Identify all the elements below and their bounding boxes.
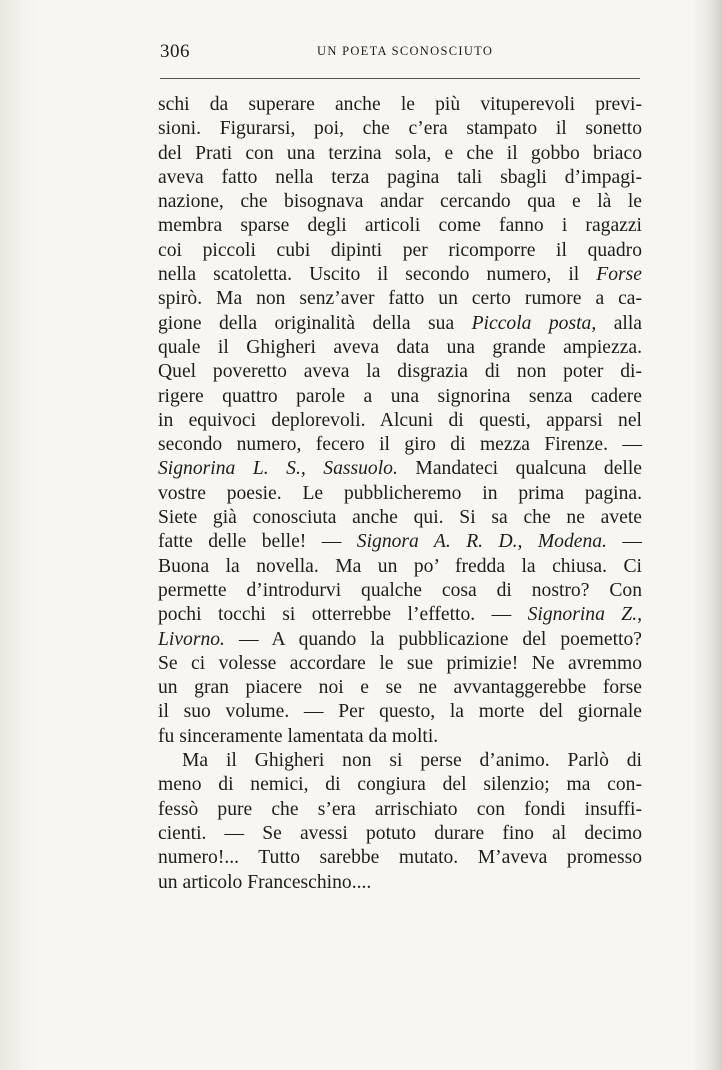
text-line: secondo numero, fecero il giro di mezza Firenze. — (158, 434, 642, 456)
text-line: Se ci volesse accordare le sue primizie! Ne avremmo (158, 652, 642, 674)
text-segment: gione della originalità della sua (158, 312, 472, 334)
text-line (158, 603, 642, 627)
text-line (158, 457, 642, 481)
italic-addressee: Signorina L. S., Sassuolo. (158, 458, 398, 480)
italic-place: Livorno. (158, 628, 225, 650)
page-header (160, 41, 640, 63)
text-line: meno di nemici, di congiura del silenzio; ma con- (158, 774, 642, 796)
text-line (158, 628, 642, 652)
text-line: un articolo Franceschino.... (158, 871, 372, 893)
text-line: numero!... Tutto sarebbe mutato. M’aveva promesso (158, 847, 642, 869)
text-line: cienti. — Se avessi potuto durare fino al decimo (158, 822, 642, 844)
text-line: quale il Ghigheri aveva data una grande ampiezza. (158, 336, 642, 358)
text-line: spirò. Ma non senz’aver fatto un certo rumore a ca- (158, 288, 642, 310)
text-line: vostre poesie. Le pubblicheremo in prima pagina. (158, 482, 642, 504)
text-line: Quel poveretto aveva la disgrazia di non poter di- (158, 361, 642, 383)
text-segment: fatte delle belle! — (158, 531, 357, 553)
text-segment: pochi tocchi si otterrebbe l’effetto. — (158, 604, 528, 626)
text-line: coi piccoli cubi dipinti per ricomporre il quadro (158, 239, 642, 261)
text-line: il suo volume. — Per questo, la morte del giornale (158, 701, 642, 723)
text-line: fessò pure che s’era arrischiato con fondi insuffi- (158, 798, 642, 820)
text-line: sioni. Figurarsi, poi, che c’era stampato il sonetto (158, 118, 642, 140)
text-segment: — A quando la pubblicazione del poemetto? (224, 628, 642, 650)
text-line: Buona la novella. Ma un po’ fredda la chiusa. Ci (158, 555, 642, 577)
text-line: permette d’introdurvi qualche cosa di nostro? Con (158, 579, 642, 601)
text-line: membra sparse degli articoli come fanno i ragazzi (158, 215, 642, 237)
italic-title-forse: Forse (596, 264, 642, 286)
text-line (158, 530, 642, 554)
page-right-edge (692, 0, 722, 1070)
text-line: schi da superare anche le più vituperevoli previ- (158, 94, 642, 115)
text-segment: nella scatoletta. Uscito il secondo numero, il (158, 264, 597, 286)
text-line: fu sinceramente lamentata da molti. (158, 725, 439, 747)
italic-addressee: Signorina Z., (527, 604, 642, 626)
text-line: aveva fatto nella terza pagina tali sbagli d’impagi- (158, 166, 642, 188)
header-rule (160, 78, 640, 79)
text-line: Siete già conosciuta anche qui. Si sa che ne avete (158, 507, 642, 529)
text-line: rigere quattro parole a una signorina senza cadere (158, 385, 642, 407)
page-left-edge (0, 0, 40, 1070)
text-line (158, 263, 642, 287)
page-number: 306 (160, 41, 190, 62)
italic-title-piccola-posta: Piccola posta, (471, 312, 597, 334)
text-segment: — (606, 531, 642, 553)
body-text (158, 93, 642, 895)
text-line: nazione, che bisognava andar cercando qua e là le (158, 191, 642, 213)
text-line: del Prati con una terzina sola, e che il gobbo briaco (158, 142, 642, 164)
text-line: Ma il Ghigheri non si perse d’animo. Parlò di (182, 750, 642, 772)
text-line: in equivoci deplorevoli. Alcuni di questi, apparsi nel (158, 409, 642, 431)
running-head: UN POETA SCONOSCIUTO (317, 44, 494, 58)
italic-addressee: Signora A. R. D., Modena. (356, 531, 607, 553)
text-segment: Mandateci qualcuna delle (415, 458, 642, 480)
text-segment: alla (596, 312, 642, 334)
text-line (158, 312, 642, 336)
text-line: un gran piacere noi e se ne avvantaggerebbe forse (158, 677, 642, 699)
